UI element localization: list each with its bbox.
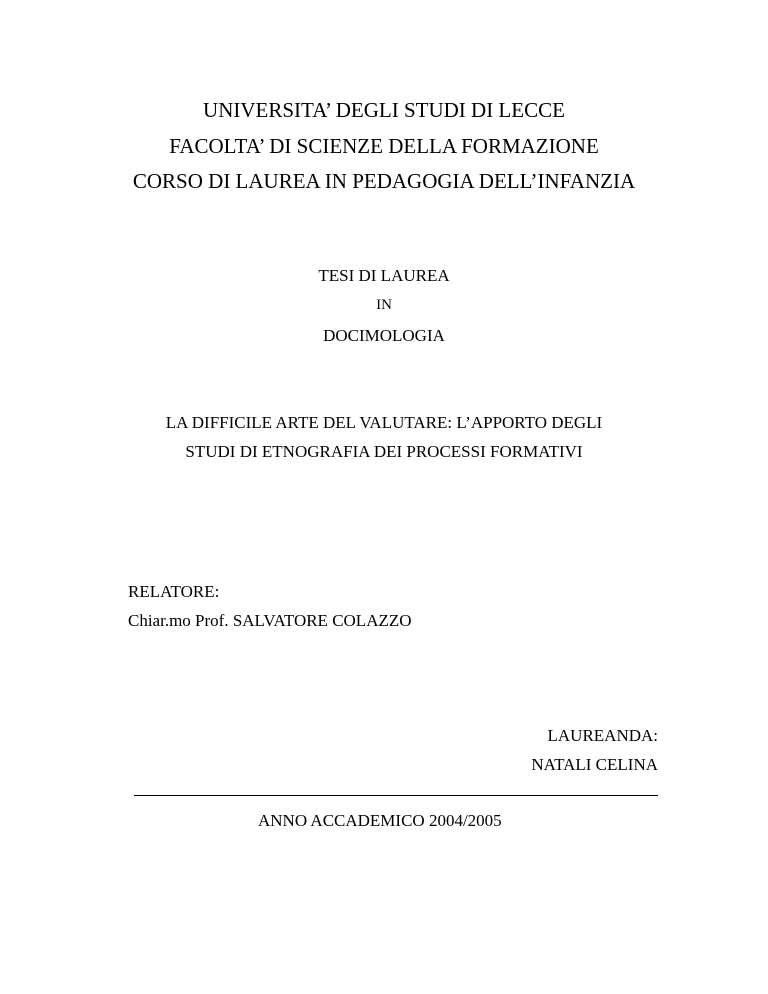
separator-rule [134,795,658,796]
thesis-in: IN [376,297,392,313]
academic-year: ANNO ACCADEMICO 2004/2005 [258,811,502,830]
supervisor-label: RELATORE: [128,582,220,601]
thesis-subject: DOCIMOLOGIA [323,326,445,345]
thesis-title-line-1: LA DIFFICILE ARTE DEL VALUTARE: L’APPORTO DEGLI [165,413,603,432]
university-name: UNIVERSITA’ DEGLI STUDI DI LECCE [203,98,565,122]
thesis-type: TESI DI LAUREA [318,266,450,285]
candidate-name: NATALI CELINA [531,755,658,774]
course-name: CORSO DI LAUREA IN PEDAGOGIA DELL’INFANZIA [132,169,636,193]
faculty-name: FACOLTA’ DI SCIENZE DELLA FORMAZIONE [169,134,599,158]
thesis-title-line-2: STUDI DI ETNOGRAFIA DEI PROCESSI FORMATIVI [185,442,583,461]
supervisor-name: Chiar.mo Prof. SALVATORE COLAZZO [128,611,412,630]
candidate-label: LAUREANDA: [547,726,658,745]
